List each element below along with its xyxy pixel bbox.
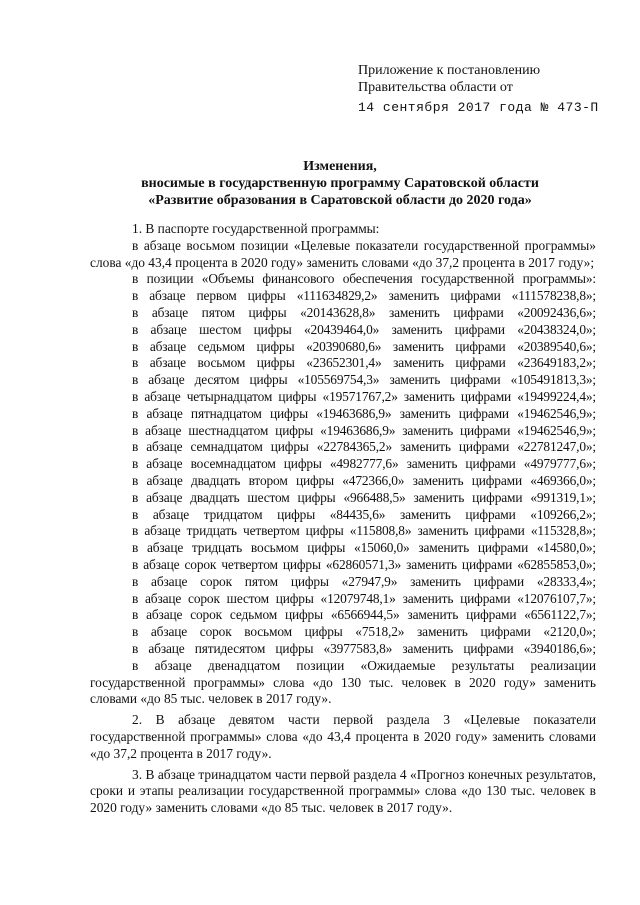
finance-change-item: в абзаце семнадцатом цифры «22784365,2» заменить цифрами «22781247,0»; — [132, 439, 596, 455]
document-title — [90, 158, 590, 209]
finance-change-item: в абзаце пятидесятом цифры «3977583,8» заменить цифрами «3940186,6»; — [132, 640, 596, 656]
finance-change-item: в абзаце тридцать восьмом цифры «15060,0» заменить цифрами «14580,0»; — [132, 540, 596, 556]
finance-change-item: в абзаце сорок пятом цифры «27947,9» заменить цифрами «28333,4»; — [132, 573, 596, 589]
finance-change-item: в абзаце двадцать втором цифры «472366,0» заменить цифрами «469366,0»; — [132, 472, 596, 488]
appendix-line-1: Приложение к постановлению — [358, 63, 541, 78]
appendix-date-number: 14 сентября 2017 года № 473-П — [358, 100, 599, 115]
finance-change-item: в абзаце восемнадцатом цифры «4982777,6» заменить цифрами «4979777,6»; — [132, 456, 596, 472]
title-line-2: вносимые в государственную программу Саратовской области — [141, 176, 539, 191]
finance-change-item: в абзаце десятом цифры «105569754,3» заменить цифрами «105491813,3»; — [132, 372, 596, 388]
section-1-heading: 1. В паспорте государственной программы: — [132, 221, 380, 236]
section-1-paragraph-1: в абзаце восьмом позиции «Целевые показатели государственной программы» слова «до 43,4 процента в 2020 году» заменить словами «до 37,2 процента в 2017 году»; — [90, 237, 596, 270]
finance-change-item: в абзаце седьмом цифры «20390680,6» заменить цифрами «20389540,6»; — [132, 338, 596, 354]
finance-change-item: в абзаце двадцать шестом цифры «966488,5» заменить цифрами «991319,1»; — [132, 489, 596, 505]
finance-change-list — [90, 288, 596, 658]
section-3-paragraph: 3. В абзаце тринадцатом части первой раздела 4 «Прогноз конечных результатов, сроки и этапы реализации государственной программы» слова «до 130 тыс. человек в 2020 году» заменить словами «до 85 тыс. человек в 2017 году». — [90, 766, 596, 816]
finance-change-item: в абзаце первом цифры «111634829,2» заменить цифрами «111578238,8»; — [132, 288, 596, 304]
finance-change-item: в абзаце сорок восьмом цифры «7518,2» заменить цифрами «2120,0»; — [132, 624, 596, 640]
finance-change-item: в абзаце сорок четвертом цифры «62860571,3» заменить цифрами «62855853,0»; — [132, 556, 596, 572]
document-body — [90, 221, 596, 817]
finance-change-item: в абзаце восьмом цифры «23652301,4» заменить цифрами «23649183,2»; — [132, 355, 596, 371]
appendix-line-2: Правительства области от — [358, 80, 513, 95]
finance-change-item: в абзаце сорок седьмом цифры «6566944,5» заменить цифрами «6561122,7»; — [132, 607, 596, 623]
finance-change-item: в абзаце четырнадцатом цифры «19571767,2» заменить цифрами «19499224,4»; — [132, 388, 596, 404]
finance-change-item: в абзаце пятнадцатом цифры «19463686,9» заменить цифрами «19462546,9»; — [132, 405, 596, 421]
finance-change-item: в абзаце шестом цифры «20439464,0» заменить цифрами «20438324,0»; — [132, 321, 596, 337]
finance-change-item: в абзаце сорок шестом цифры «12079748,1» заменить цифрами «12076107,7»; — [132, 590, 596, 606]
finance-intro: в позиции «Объемы финансового обеспечения государственной программы»: — [132, 271, 596, 287]
finance-change-item: в абзаце тридцатом цифры «84435,6» заменить цифрами «109266,2»; — [132, 506, 596, 522]
appendix-header — [358, 62, 599, 116]
section-2-paragraph: 2. В абзаце девятом части первой раздела 3 «Целевые показатели государственной программы» слова «до 43,4 процента в 2020 году» заменить словами «до 37,2 процента в 2017 году». — [90, 712, 596, 761]
finance-change-item: в абзаце пятом цифры «20143628,8» заменить цифрами «20092436,6»; — [132, 304, 596, 320]
section-1-last-paragraph: в абзаце двенадцатом позиции «Ожидаемые результаты реализации государственной программы» слова «до 130 тыс. человек в 2020 году» заменить словами «до 85 тыс. человек в 2017 году». — [90, 657, 596, 707]
finance-change-item: в абзаце шестнадцатом цифры «19463686,9» заменить цифрами «19462546,9»; — [132, 422, 596, 438]
title-line-1: Изменения, — [303, 159, 377, 174]
finance-change-item: в абзаце тридцать четвертом цифры «115808,8» заменить цифрами «115328,8»; — [132, 523, 596, 539]
title-line-3: «Развитие образования в Саратовской области до 2020 года» — [148, 193, 532, 208]
